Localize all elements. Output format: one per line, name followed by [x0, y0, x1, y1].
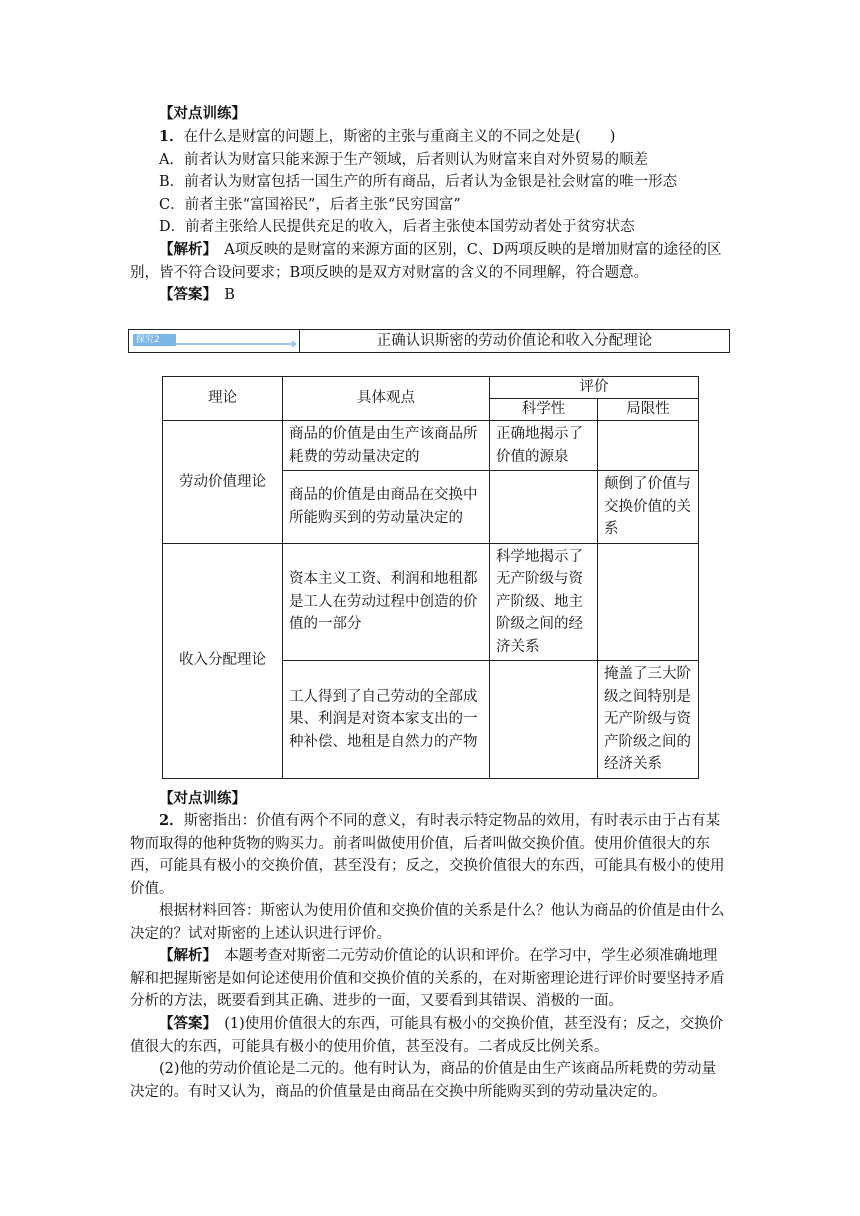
- answer-1-label: 【答案】: [159, 286, 210, 303]
- analysis-1: [130, 239, 730, 284]
- answer-2-part2: (2)他的劳动价值论是二元的。他有时认为，商品的价值是由生产该商品所耗费的劳动量决定的。有时又认为，商品的价值量是由商品在交换中所能购买到的劳动量决定的。: [130, 1061, 717, 1100]
- option-a: A．前者认为财富只能来源于生产领域，后者则认为财富来自对外贸易的顺差: [159, 152, 648, 168]
- section1-heading: 【对点训练】: [159, 105, 246, 122]
- answer-1-text: B: [209, 287, 235, 303]
- header-limitation: 局限性: [598, 399, 699, 421]
- cell-theory-labor-value: 劳动价值理论: [163, 421, 283, 544]
- answer-2-text: (1)使用价值很大的东西，可能具有极小的交换价值，甚至没有；反之，交换价值很大的东西，可能具有极小的使用价值，甚至没有。二者成反比例关系。: [130, 1016, 724, 1055]
- cell-scientific: 科学地揭示了无产阶级与资产阶级、地主阶级之间的经济关系: [490, 543, 598, 661]
- option-d: D．前者主张给人民提供充足的收入，后者主张使本国劳动者处于贫穷状态: [159, 219, 635, 235]
- banner-tag-area: [129, 330, 300, 352]
- answer-1: [130, 284, 730, 307]
- answer-2-part1: [130, 1013, 730, 1058]
- theory-table: [162, 376, 699, 779]
- cell-view: 资本主义工资、利润和地租都是工人在劳动过程中创造的价值的一部分: [283, 543, 490, 661]
- cell-limitation: [598, 421, 699, 471]
- analysis-1-text: A项反映的是财富的来源方面的区别，C、D两项反映的是增加财富的途径的区别，皆不符合设问要求；B项反映的是双方对财富的含义的不同理解，符合题意。: [130, 242, 722, 281]
- cell-scientific: [490, 661, 598, 779]
- option-c: C．前者主张“富国裕民”，后者主张“民穷国富”: [159, 197, 461, 213]
- banner-tag: 探究2: [133, 334, 176, 346]
- question-2-prompt: 根据材料回答：斯密认为使用价值和交换价值的关系是什么？他认为商品的价值是由什么决定的？试对斯密的上述认识进行评价。: [130, 903, 725, 942]
- analysis-2-text: 本题考查对斯密二元劳动价值论的认识和评价。在学习中，学生必须准确地理解和把握斯密是如何论述使用价值和交换价值的关系的，在对斯密理论进行评价时要坚持矛盾分析的方法，既要看到其正确、进步的一面，又要看到其错误、消极的一面。: [130, 948, 725, 1009]
- analysis-2: [130, 945, 730, 1013]
- cell-view: 商品的价值是由商品在交换中所能购买到的劳动量决定的: [283, 471, 490, 544]
- question-1-number: 1．: [159, 128, 184, 145]
- topic-banner: [128, 329, 730, 353]
- section2-heading: 【对点训练】: [159, 790, 246, 807]
- cell-theory-income-distribution: 收入分配理论: [163, 543, 283, 778]
- question-1-text: 在什么是财富的问题上，斯密的主张与重商主义的不同之处是( ): [183, 129, 616, 145]
- banner-title: 正确认识斯密的劳动价值论和收入分配理论: [376, 333, 653, 349]
- cell-limitation: 颠倒了价值与交换价值的关系: [598, 471, 699, 544]
- header-evaluation: 评价: [490, 377, 699, 399]
- question-2: [130, 810, 730, 900]
- question-2-text: 斯密指出：价值有两个不同的意义，有时表示特定物品的效用，有时表示由于占有某物而取得的他种货物的购买力。前者叫做使用价值，后者叫做交换价值。使用价值很大的东西，可能具有极小的交换价值，甚至没有；反之，交换价值很大的东西，可能具有极小的使用价值。: [130, 813, 725, 897]
- analysis-1-label: 【解析】: [159, 241, 210, 258]
- cell-scientific: 正确地揭示了价值的源泉: [490, 421, 598, 471]
- cell-scientific: [490, 471, 598, 544]
- question-2-number: 2．: [159, 812, 184, 829]
- analysis-2-label: 【解析】: [159, 947, 210, 964]
- cell-limitation: [598, 543, 699, 661]
- arrow-icon: [175, 343, 293, 345]
- answer-2-label: 【答案】: [159, 1015, 210, 1032]
- option-b: B．前者认为财富包括一国生产的所有商品，后者认为金银是社会财富的唯一形态: [159, 174, 678, 190]
- cell-view: 商品的价值是由生产该商品所耗费的劳动量决定的: [283, 421, 490, 471]
- header-theory: 理论: [163, 377, 283, 421]
- question-1: [130, 126, 730, 149]
- cell-limitation: 掩盖了三大阶级之间特别是无产阶级与资产阶级之间的经济关系: [598, 661, 699, 779]
- table-row: [163, 543, 699, 661]
- table-header-row: [163, 377, 699, 399]
- header-view: 具体观点: [283, 377, 490, 421]
- table-row: [163, 421, 699, 471]
- header-scientific: 科学性: [490, 399, 598, 421]
- cell-view: 工人得到了自己劳动的全部成果、利润是对资本家支出的一种补偿、地租是自然力的产物: [283, 661, 490, 779]
